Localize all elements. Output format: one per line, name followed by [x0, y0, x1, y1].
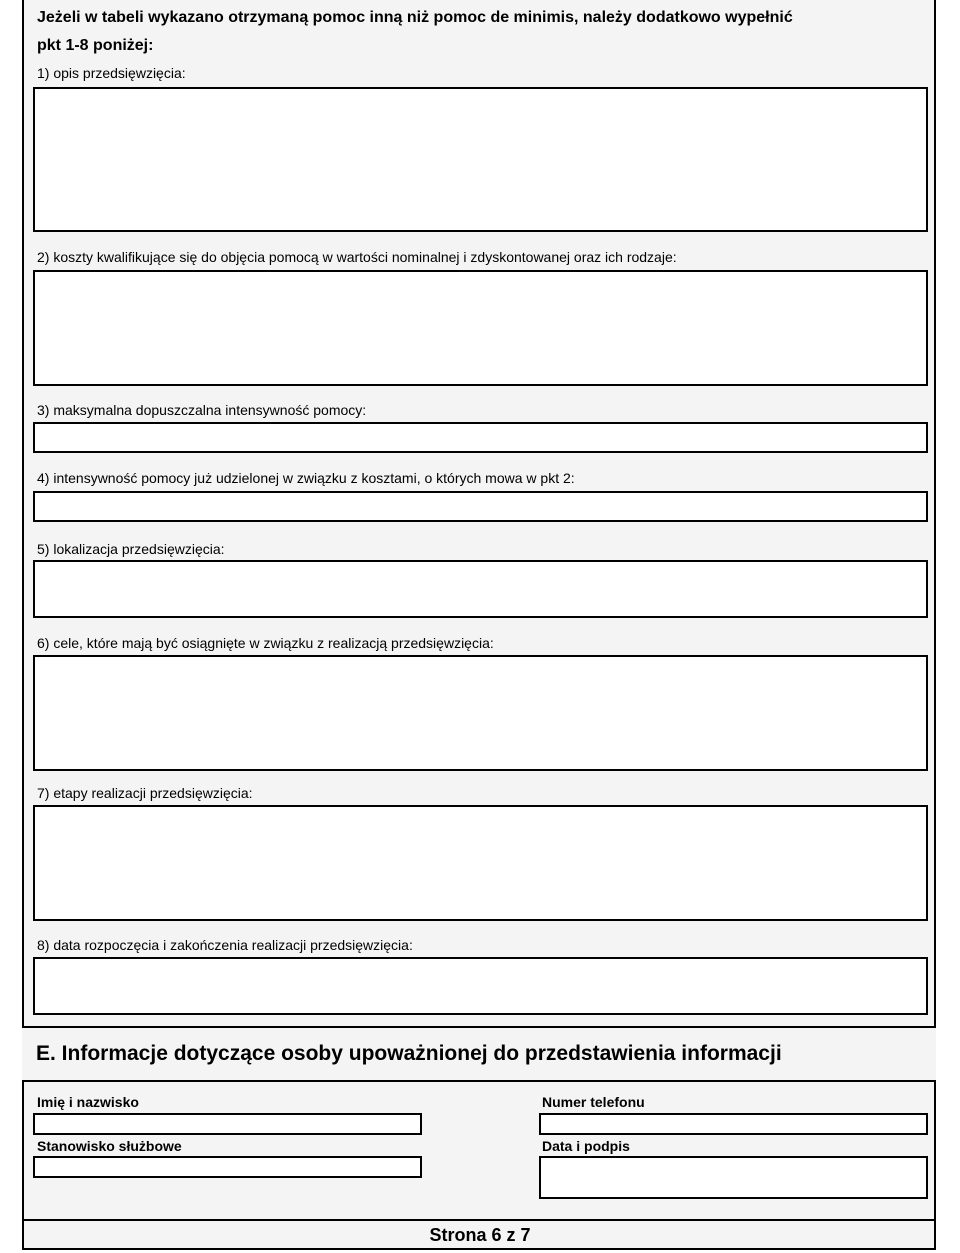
item-3-label: 3) maksymalna dopuszczalna intensywność pomocy:	[37, 402, 367, 418]
section-e-title: E. Informacje dotyczące osoby upoważnionej do przedstawienia informacji	[36, 1042, 782, 1065]
intro-line-1: Jeżeli w tabeli wykazano otrzymaną pomoc inną niż pomoc de minimis, należy dodatkowo wypełnić	[37, 9, 793, 26]
field-maksymalna-intensywnosc[interactable]	[33, 422, 928, 453]
field-stanowisko[interactable]	[33, 1156, 422, 1178]
footer-divider	[22, 1219, 936, 1221]
page-number: Strona 6 z 7	[429, 1225, 531, 1245]
item-1-label: 1) opis przedsięwzięcia:	[37, 65, 186, 81]
item-4-label: 4) intensywność pomocy już udzielonej w związku z kosztami, o których mowa w pkt 2:	[37, 470, 575, 486]
field-intensywnosc-udzielonej[interactable]	[33, 491, 928, 522]
date-sign-label: Data i podpis	[542, 1138, 630, 1154]
field-koszty-kwalifikujace[interactable]	[33, 270, 928, 386]
field-imie-nazwisko[interactable]	[33, 1113, 422, 1135]
field-data-podpis[interactable]	[539, 1156, 928, 1199]
field-numer-telefonu[interactable]	[539, 1113, 928, 1135]
item-5-label: 5) lokalizacja przedsięwzięcia:	[37, 541, 225, 557]
field-lokalizacja[interactable]	[33, 560, 928, 618]
field-cele[interactable]	[33, 655, 928, 771]
section-e-header	[22, 1026, 936, 1082]
field-opis-przedsiewziecia[interactable]	[33, 87, 928, 232]
intro-line-2: pkt 1-8 poniżej:	[37, 37, 154, 54]
item-7-label: 7) etapy realizacji przedsięwzięcia:	[37, 785, 253, 801]
field-etapy-realizacji[interactable]	[33, 805, 928, 921]
phone-label: Numer telefonu	[542, 1094, 645, 1110]
position-label: Stanowisko służbowe	[37, 1138, 182, 1154]
item-6-label: 6) cele, które mają być osiągnięte w związku z realizacją przedsięwzięcia:	[37, 635, 494, 651]
name-label: Imię i nazwisko	[37, 1094, 139, 1110]
item-8-label: 8) data rozpoczęcia i zakończenia realizacji przedsięwzięcia:	[37, 937, 413, 953]
field-data-rozpoczecia[interactable]	[33, 957, 928, 1015]
item-2-label: 2) koszty kwalifikujące się do objęcia pomocą w wartości nominalnej i zdyskontowanej oraz ich rodzaje:	[37, 249, 677, 265]
